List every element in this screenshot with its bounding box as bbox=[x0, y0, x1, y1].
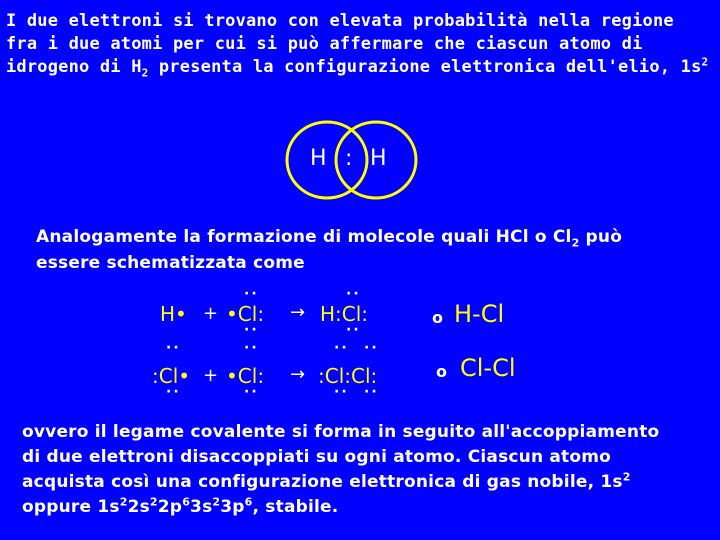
alt-prefix-1: o bbox=[432, 308, 443, 327]
reactant-cl-radical: •Cl: bbox=[226, 302, 265, 326]
cl1-lone-pair-bottom: ·· bbox=[166, 384, 181, 400]
product-cl-b-lone-pair-bottom: ·· bbox=[364, 384, 379, 400]
plus-sign: + bbox=[203, 303, 219, 324]
ovvero-line-1: ovvero il legame covalente si forma in seguito all'accoppiamento bbox=[22, 422, 660, 442]
intro-line-1: I due elettroni si trovano con elevata probabilità nella regione bbox=[6, 11, 674, 31]
left-orbital-circle bbox=[287, 122, 367, 198]
analog-paragraph bbox=[36, 224, 622, 276]
plus-sign-2: + bbox=[203, 365, 219, 386]
h2-bond-electrons: : bbox=[345, 146, 353, 171]
intro-line-3: idrogeno di $H_2$ presenta la configurazione elettronica dell'elio, $1s^2$ bbox=[6, 55, 709, 80]
reaction-arrow-2: → bbox=[290, 364, 306, 385]
cl1-lone-pair-top: ·· bbox=[166, 340, 181, 356]
alt-formula-hcl: H-Cl bbox=[454, 300, 505, 328]
product-lone-pair-bottom: ·· bbox=[346, 322, 361, 338]
intro-line-2: fra i due atomi per cui si può affermare che ciascun atomo di bbox=[6, 34, 643, 54]
analog-line-2: essere schematizzata come bbox=[36, 253, 305, 273]
cl-lone-pair-bottom: ·· bbox=[244, 322, 259, 338]
ovvero-line-2: di due elettroni disaccoppiati su ogni atomo. Ciascun atomo bbox=[22, 447, 612, 467]
ovvero-paragraph bbox=[22, 420, 659, 520]
reaction-arrow: → bbox=[290, 302, 306, 323]
reactant-cl-radical-1: :Cl• bbox=[152, 364, 191, 388]
ovvero-line-3: acquista così una configurazione elettronica di gas nobile, $1s^2$ bbox=[22, 470, 631, 492]
product-cl2: :Cl:Cl: bbox=[318, 364, 378, 388]
alt-prefix-2: o bbox=[436, 362, 447, 381]
product-cl-b-lone-pair-top: ·· bbox=[364, 340, 379, 356]
cl-lone-pair-top: ·· bbox=[244, 286, 259, 302]
product-hcl: H:Cl: bbox=[320, 302, 369, 326]
product-lone-pair-top: ·· bbox=[346, 286, 361, 302]
cl2-lone-pair-bottom: ·· bbox=[244, 384, 259, 400]
product-cl-a-lone-pair-bottom: ·· bbox=[334, 384, 349, 400]
ovvero-line-4: oppure $1s^22s^22p^63s^23p^6$, stabile. bbox=[22, 495, 339, 517]
analog-line-1: Analogamente la formazione di molecole quali HCl o $Cl_2$ può bbox=[36, 227, 623, 250]
h2-left-atom: H bbox=[310, 146, 327, 171]
product-cl-a-lone-pair-top: ·· bbox=[334, 340, 349, 356]
reactant-cl-radical-2: •Cl: bbox=[226, 364, 265, 388]
reactant-h-radical: H• bbox=[160, 302, 187, 326]
h2-right-atom: H bbox=[370, 146, 387, 171]
cl2-lone-pair-top: ·· bbox=[244, 340, 259, 356]
alt-formula-cl2: Cl-Cl bbox=[460, 354, 516, 382]
